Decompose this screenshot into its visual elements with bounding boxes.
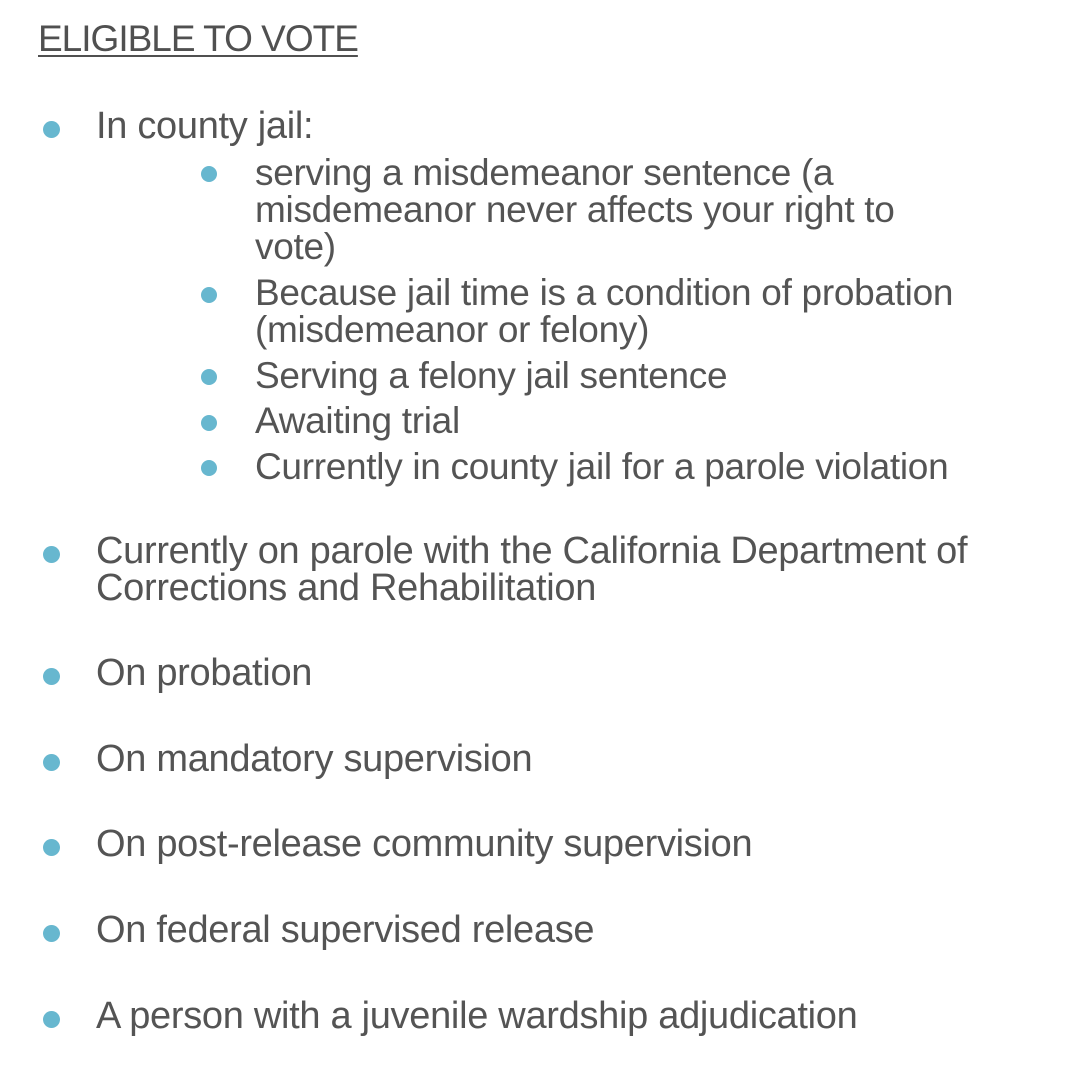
list-bullet (43, 925, 60, 942)
sub-list-item-misdemeanor (255, 154, 895, 265)
sub-list-item-line: vote) (255, 226, 336, 267)
sub-list-item-awaiting-trial (255, 402, 460, 439)
list-bullet (43, 1011, 60, 1028)
list-bullet (43, 754, 60, 771)
list-item-parole (96, 530, 968, 609)
list-item-line: On mandatory supervision (96, 738, 533, 780)
sub-list-item-line: Serving a felony jail sentence (255, 355, 728, 396)
list-item-line: A person with a juvenile wardship adjudication (96, 995, 858, 1037)
sub-list-bullet (201, 369, 217, 385)
list-item-post-release-supervision (96, 823, 753, 865)
list-item-line: On probation (96, 652, 313, 694)
sub-list-item-line: Because jail time is a condition of probation (255, 272, 954, 313)
sub-list-item-probation-condition (255, 274, 953, 348)
sub-list-bullet (201, 287, 217, 303)
sub-list-bullet (201, 166, 217, 182)
sub-list-item-line: misdemeanor never affects your right to (255, 189, 895, 230)
list-bullet (43, 546, 60, 563)
list-item-line: Corrections and Rehabilitation (96, 567, 597, 609)
list-item-federal-release (96, 909, 595, 951)
list-bullet (43, 839, 60, 856)
list-item-line: On federal supervised release (96, 909, 595, 951)
list-bullet (43, 668, 60, 685)
sub-list-item-line: (misdemeanor or felony) (255, 309, 650, 350)
sub-list-item-line: serving a misdemeanor sentence (a (255, 152, 834, 193)
sub-list-bullet (201, 415, 217, 431)
list-item-line: On post-release community supervision (96, 823, 753, 865)
list-item-probation (96, 652, 313, 694)
list-item-county-jail: In county jail: (96, 105, 314, 147)
page-title: ELIGIBLE TO VOTE (38, 18, 358, 59)
list-item-mandatory-supervision (96, 738, 533, 780)
sub-list-item-parole-violation (255, 448, 948, 485)
sub-list-item-felony-sentence (255, 357, 727, 394)
sub-list-bullet (201, 460, 217, 476)
list-item-line: Currently on parole with the California Department of (96, 530, 968, 572)
sub-list-item-line: Awaiting trial (255, 400, 460, 441)
list-item-juvenile-wardship (96, 995, 858, 1037)
list-bullet (43, 121, 60, 138)
sub-list-item-line: Currently in county jail for a parole violation (255, 446, 949, 487)
